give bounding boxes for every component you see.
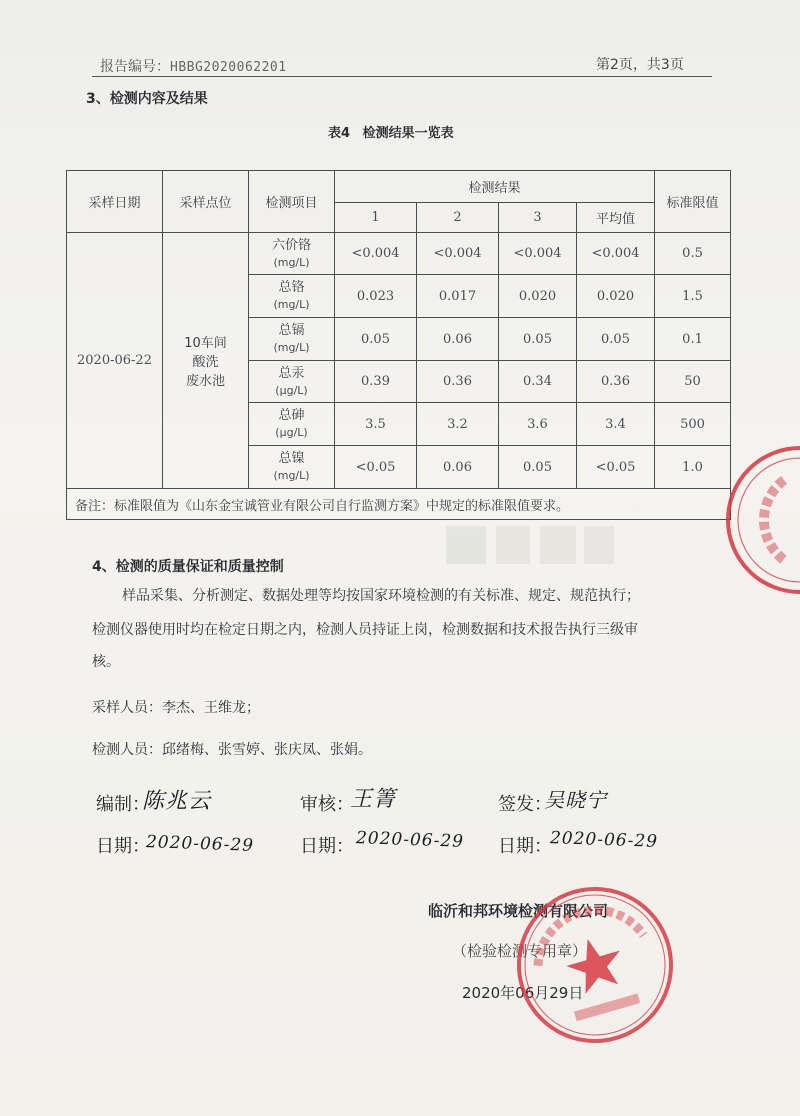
item-name: 六价铬: [271, 237, 311, 253]
average-cell: 3.4: [577, 403, 655, 446]
company-name: 临沂和邦环境检测有限公司: [428, 902, 609, 920]
review-label: 审核：: [300, 794, 354, 815]
header-sampling-site: 采样点位: [163, 171, 249, 233]
site-line: 10车间: [184, 336, 227, 351]
compiled-label: 编制：: [96, 794, 150, 815]
qa-paragraph-line-3: 核。: [92, 654, 120, 670]
item-cell: [249, 446, 335, 489]
date-compiled: 2020-06-29: [145, 832, 255, 856]
item-cell: [249, 275, 335, 318]
header-limit: 标准限值: [655, 171, 731, 233]
limit-cell: 500: [655, 403, 731, 446]
result-cell: 0.34: [499, 361, 577, 403]
item-cell: [249, 361, 335, 403]
issue-signature: 吴晓宁: [544, 788, 607, 812]
table-note: 备注：标准限值为《山东金宝诚管业有限公司自行监测方案》中规定的标准限值要求。: [67, 489, 731, 520]
header-sampling-date: 采样日期: [67, 171, 163, 233]
result-cell: <0.05: [335, 446, 417, 489]
result-cell: 0.39: [335, 361, 417, 403]
sampling-site-cell: [163, 233, 249, 489]
section-4-title: 4、检测的质量保证和质量控制: [92, 559, 284, 575]
item-unit: (mg/L): [273, 255, 310, 269]
header-result-3: 3: [499, 203, 577, 233]
page-indicator: 第2页，共3页: [596, 57, 684, 73]
item-name: 总汞: [278, 365, 305, 381]
result-cell: 0.05: [335, 318, 417, 361]
limit-cell: 0.5: [655, 233, 731, 275]
sampling-date-cell: 2020-06-22: [67, 233, 163, 489]
item-unit: (mg/L): [273, 469, 310, 482]
item-cell: [249, 403, 335, 446]
item-cell: [249, 318, 335, 361]
date-label-review: 日期：: [300, 836, 354, 857]
item-unit: (mg/L): [273, 341, 310, 354]
header-result-2: 2: [417, 203, 499, 233]
item-name: 总铬: [278, 280, 305, 295]
compiled-signature: 陈兆云: [142, 789, 212, 814]
review-signature: 王箐: [350, 787, 397, 812]
result-cell: <0.004: [335, 233, 417, 275]
limit-cell: 0.1: [655, 318, 731, 361]
bleed-through-mark: [440, 520, 620, 570]
issue-label: 签发：: [498, 794, 552, 815]
site-line: 废水池: [185, 374, 225, 389]
item-unit: (μg/L): [275, 426, 308, 439]
result-cell: 0.36: [417, 361, 499, 403]
result-cell: 0.06: [417, 318, 499, 361]
header-results: 检测结果: [335, 171, 655, 203]
average-cell: 0.36: [577, 361, 655, 403]
testers-line: 检测人员：邱绪梅、张雪婷、张庆凤、张娟。: [92, 742, 372, 758]
qa-paragraph-line-2: 检测仪器使用时均在检定日期之内，检测人员持证上岗，检测数据和技术报告执行三级审: [92, 622, 638, 638]
item-cell: [249, 233, 335, 275]
results-table: [66, 170, 731, 520]
header-average: 平均值: [577, 203, 655, 233]
edge-seal-icon: [742, 440, 800, 600]
header-result-1: 1: [335, 203, 417, 233]
result-cell: 0.017: [417, 275, 499, 318]
date-label-issue: 日期：: [498, 836, 552, 857]
header-divider: [92, 76, 712, 77]
item-name: 总镍: [278, 451, 305, 466]
date-label-compiled: 日期：: [96, 836, 150, 857]
result-cell: 0.023: [335, 275, 417, 318]
issue-date: 2020年06月29日: [462, 984, 584, 1002]
result-cell: 0.020: [499, 275, 577, 318]
average-cell: <0.05: [577, 446, 655, 489]
seal-label: （检验检测专用章）: [452, 942, 588, 960]
table-row: [67, 233, 731, 275]
site-line: 酸洗: [192, 355, 219, 370]
item-unit: (mg/L): [273, 298, 310, 311]
report-number: 报告编号：HBBG2020062201: [100, 59, 287, 75]
limit-cell: 50: [655, 361, 731, 403]
result-cell: 3.2: [417, 403, 499, 446]
limit-cell: 1.5: [655, 275, 731, 318]
item-name: 总砷: [278, 408, 305, 423]
limit-cell: 1.0: [655, 446, 731, 489]
item-unit: (μg/L): [275, 383, 308, 397]
company-seal-icon: [510, 880, 680, 1050]
result-cell: 0.05: [499, 446, 577, 489]
qa-paragraph-line-1: 样品采集、分析测定、数据处理等均按国家环境检测的有关标准、规定、规范执行；: [122, 588, 640, 604]
result-cell: 0.05: [499, 318, 577, 361]
item-name: 总镉: [278, 323, 305, 338]
table-caption: 表4 检测结果一览表: [328, 126, 454, 141]
header-test-item: 检测项目: [249, 171, 335, 233]
result-cell: <0.004: [499, 233, 577, 275]
samplers-line: 采样人员：李杰、王维龙；: [92, 700, 260, 716]
average-cell: <0.004: [577, 233, 655, 275]
result-cell: 3.6: [499, 403, 577, 446]
date-issue: 2020-06-29: [549, 828, 659, 852]
result-cell: 3.5: [335, 403, 417, 446]
result-cell: 0.06: [417, 446, 499, 489]
average-cell: 0.05: [577, 318, 655, 361]
section-3-title: 3、检测内容及结果: [86, 91, 208, 107]
average-cell: 0.020: [577, 275, 655, 318]
result-cell: <0.004: [417, 233, 499, 275]
date-review: 2020-06-29: [355, 828, 465, 852]
